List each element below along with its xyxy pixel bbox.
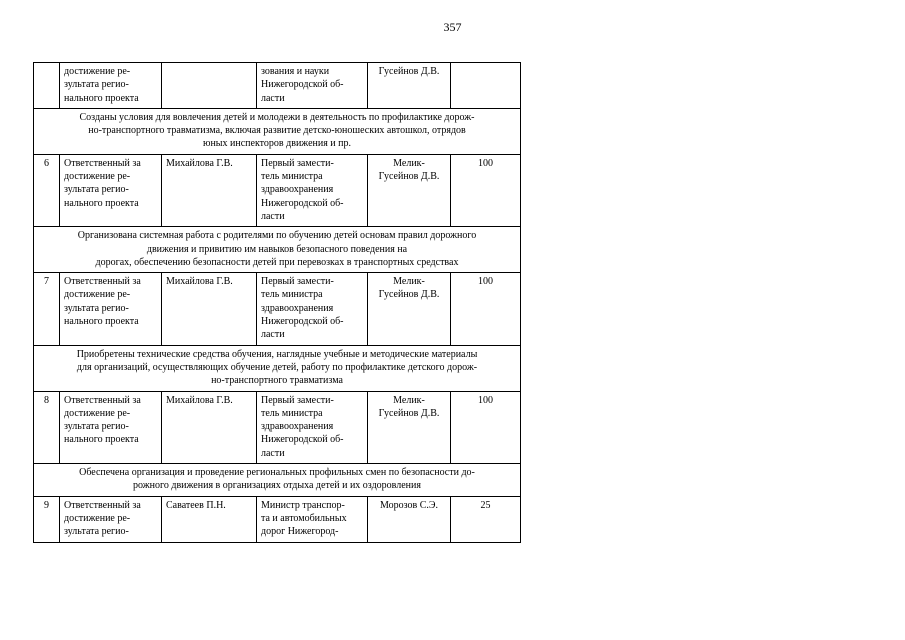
section-row [34,464,521,497]
manager-cell: Мелик- Гусейнов Д.В. [368,154,451,226]
table-row [34,273,521,345]
section-row [34,108,521,154]
manager-cell: Гусейнов Д.В. [368,63,451,109]
person-cell [162,63,257,109]
role-cell: достижение ре- зультата регио- нального проекта [60,63,162,109]
position-cell: Первый замести- тель министра здравоохранения Нижегородской об- ласти [257,273,368,345]
table-row [34,63,521,109]
row-number-cell: 8 [34,391,60,463]
page-number: 357 [443,20,462,34]
row-number-cell: 7 [34,273,60,345]
responsibility-table [33,62,521,543]
table-row [34,391,521,463]
table-row [34,496,521,542]
manager-cell: Морозов С.Э. [368,496,451,542]
section-heading: Созданы условия для вовлечения детей и молодежи в деятельность по профилактике дорож- но-транспортного травматизма, включая развитие детско-юношеских автошкол, отрядов юных инспекторов движения и пр. [34,108,521,154]
manager-cell: Мелик- Гусейнов Д.В. [368,273,451,345]
row-number-cell [34,63,60,109]
position-cell: Первый замести- тель министра здравоохранения Нижегородской об- ласти [257,391,368,463]
position-cell: зования и науки Нижегородской об- ласти [257,63,368,109]
person-cell: Михайлова Г.В. [162,391,257,463]
value-cell: 100 [451,273,521,345]
section-row [34,345,521,391]
value-cell [451,63,521,109]
person-cell: Михайлова Г.В. [162,273,257,345]
value-cell: 25 [451,496,521,542]
section-row [34,227,521,273]
role-cell: Ответственный за достижение ре- зультата регио- нального проекта [60,154,162,226]
row-number-cell: 6 [34,154,60,226]
table-row [34,154,521,226]
person-cell: Михайлова Г.В. [162,154,257,226]
role-cell: Ответственный за достижение ре- зультата регио- нального проекта [60,273,162,345]
role-cell: Ответственный за достижение ре- зультата регио- [60,496,162,542]
role-cell: Ответственный за достижение ре- зультата регио- нального проекта [60,391,162,463]
position-cell: Министр транспор- та и автомобильных дорог Нижегород- [257,496,368,542]
section-heading: Организована системная работа с родителями по обучению детей основам правил дорожного движения и привитию им навыков безопасного поведения на дорогах, обеспечению безопасности детей при перевозках в транспортных средствах [34,227,521,273]
section-heading: Обеспечена организация и проведение региональных профильных смен по безопасности до- рожного движения в организациях отдыха детей и их оздоровления [34,464,521,497]
section-heading: Приобретены технические средства обучения, наглядные учебные и методические материалы для организаций, осуществляющих обучение детей, работу по профилактике детского дорож- но-транспортного травматизма [34,345,521,391]
manager-cell: Мелик- Гусейнов Д.В. [368,391,451,463]
position-cell: Первый замести- тель министра здравоохранения Нижегородской об- ласти [257,154,368,226]
row-number-cell: 9 [34,496,60,542]
person-cell: Саватеев П.Н. [162,496,257,542]
value-cell: 100 [451,154,521,226]
value-cell: 100 [451,391,521,463]
